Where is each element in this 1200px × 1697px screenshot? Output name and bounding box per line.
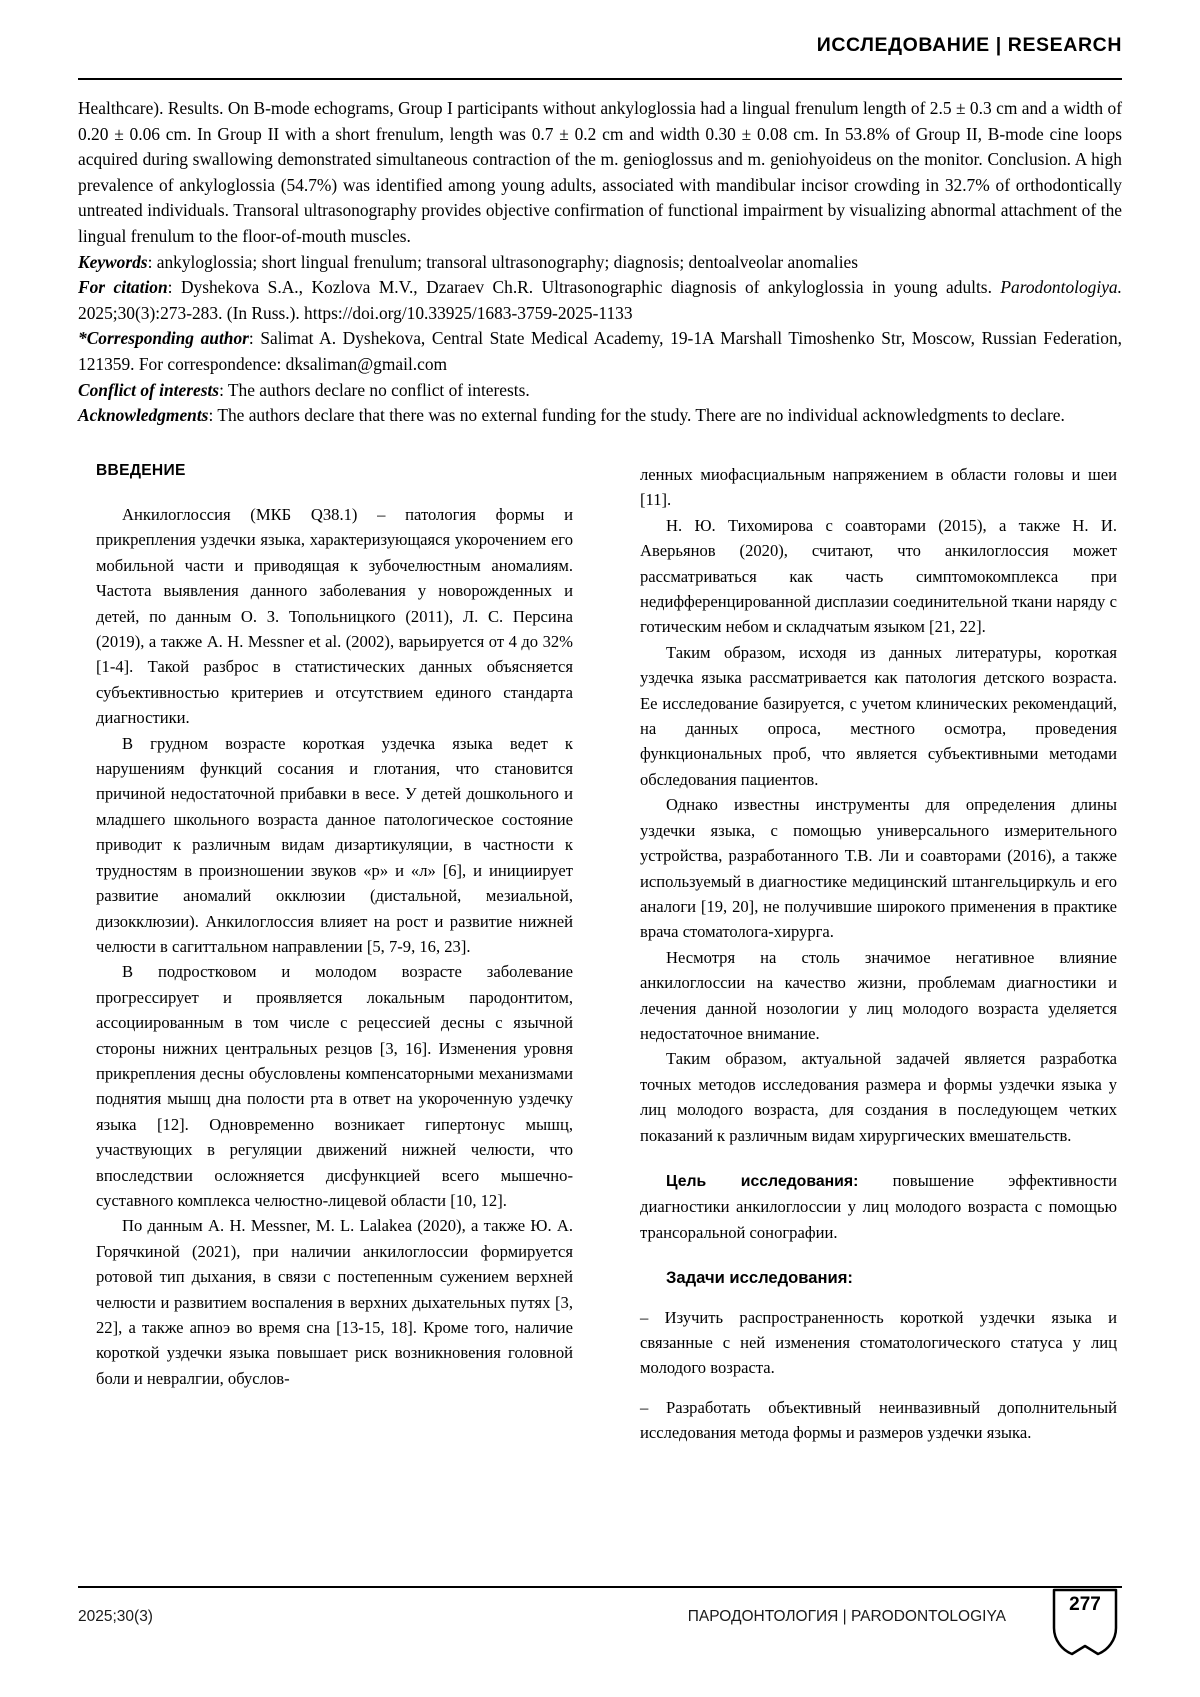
left-column [96,462,573,1391]
abstract-body: Healthcare). Results. On B-mode echograms, Group I participants without ankyloglossia had a lingual frenulum length of 2.5 ± 0.3 cm and a width of 0.20 ± 0.06 cm. In Group II with a short frenulum, length was 0.7 ± 0.2 cm and width 0.30 ± 0.08 cm. In 53.8% of Group II, B-mode cine loops acquired during swallowing demonstrated simultaneous contraction of the m. genioglossus and m. geniohyoideus on the monitor. Conclusion. A high prevalence of ankyloglossia (54.7%) was identified among young adults, associated with mandibular incisor crowding in 32.7% of orthodontically untreated individuals. Transoral ultrasonography provides objective confirmation of functional impairment by visualizing abnormal attachment of the lingual frenulum to the floor-of-mouth muscles. [78,98,1122,246]
paragraph: Однако известны инструменты для определения длины уздечки языка, с помощью универсального измерительного устройства, разработанного Т.В. Ли и соавторами (2016), а также используемый в диагностике медицинский штангельциркуль и его аналоги [19, 20], не получившие широкого применения в практике врача стоматолога-хирурга. [640,795,1117,942]
corresponding-author-text: : Salimat A. Dyshekova, Central State Medical Academy, 19-1A Marshall Timoshenko Str, Moscow, Russian Federation, 121359. For correspondence: dksaliman@gmail.com [78,328,1122,374]
page-number-badge [1048,1584,1122,1658]
footer-issue: 2025;30(3) [78,1608,153,1625]
conflict-of-interests-line [78,378,1122,404]
corresponding-author-label: *Corresponding author [78,328,249,349]
footer-journal-name: ПАРОДОНТОЛОГИЯ | PARODONTOLOGIYA [687,1608,1006,1625]
section-heading-introduction: ВВЕДЕНИЕ [96,462,186,479]
page-footer [78,1594,1122,1660]
paragraph: В подростковом и молодом возрасте заболевание прогрессирует и проявляется локальным пародонтитом, ассоциированным в том числе с рецессией десны с язычной стороны нижних центральных резцов [3, 16]. Изменения уровня прикрепления десны обусловлены компенсаторными механизмами поднятия мышц дна полости рта в ответ на укороченную уздечку языка [12]. Одновременно возникает гипертонус мышц, участвующих в регуляции движений нижней челюсти, что впоследствии осложняется дисфункцией всего мышечно-суставного комплекса челюстно-лицевой области [10, 12]. [96,962,573,1210]
paragraph: Н. Ю. Тихомирова с соавторами (2015), а также Н. И. Аверьянов (2020), считают, что анкилоглоссия может рассматриваться как часть симптомокомплекса при недифференцированной дисплазии соединительной ткани наряду с готическим небом и складчатым языком [21, 22]. [640,515,1117,637]
aim-paragraph [640,1168,1117,1245]
right-column [640,462,1117,1446]
abstract-block [78,96,1122,429]
citation-label: For citation [78,277,168,298]
citation-journal: Parodontologiya. [1000,277,1122,298]
paragraph: Таким образом, исходя из данных литературы, короткая уздечка языка рассматривается как патология детского возраста. Ее исследование базируется, с учетом клинических рекомендаций, на данных опроса, местного осмотра, проведения функциональных проб, что является субъективными методами обследования пациентов. [640,642,1117,789]
conflict-of-interests-text: : The authors declare no conflict of interests. [219,379,530,400]
paragraph: ленных миофасциальным напряжением в области головы и шеи [11]. [640,465,1117,510]
acknowledgments-text: : The authors declare that there was no external funding for the study. There are no individual acknowledgments to declare. [208,405,1065,426]
paragraph: По данным A. H. Messner, M. L. Lalakea (2020), а также Ю. А. Горячкиной (2021), при наличии анкилоглоссии формируется ротовой тип дыхания, в связи с постепенным сужением верхней челюсти и развитием воспаления в верхних дыхательных путях [3, 22], а также апноэ во время сна [13-15, 18]. Кроме того, наличие короткой уздечки языка повышает риск возникновения головной боли и невралгии, обуслов- [96,1216,573,1388]
paragraph: В грудном возрасте короткая уздечка языка ведет к нарушениям функций сосания и глотания, что становится причиной недостаточной прибавки в весе. У детей дошкольного и младшего школьного возраста данное патологическое состояние приводит к различным видам дизартикуляции, в частности к трудностям в произношении звуков «р» и «л» [6], и инициирует развитие аномалий окклюзии (дистальной, мезиальной, дизокклюзии). Анкилоглоссия влияет на рост и развитие нижней челюсти в сагиттальном направлении [5, 7-9, 16, 23]. [96,733,573,956]
citation-text-2: 2025;30(3):273-283. (In Russ.). https://doi.org/10.33925/1683-3759-2025-1133 [78,302,633,323]
keywords-text: : ankyloglossia; short lingual frenulum; transoral ultrasonography; diagnosis; dentoalveolar anomalies [147,251,859,272]
paragraph: Таким образом, актуальной задачей является разработка точных методов исследования размера и формы уздечки языка у лиц молодого возраста, для создания в последующем четких показаний к различным видам хирургических вмешательств. [640,1049,1117,1145]
keywords-line [78,250,1122,276]
acknowledgments-label: Acknowledgments [78,405,209,426]
conflict-of-interests-label: Conflict of interests [78,379,220,400]
aim-label: Цель исследования: [666,1172,859,1190]
paragraph: Несмотря на столь значимое негативное влияние анкилоглоссии на качество жизни, проблемам диагностики и лечения данной нозологии у лиц молодого возраста уделяется недостаточное внимание. [640,947,1117,1043]
footer-divider [78,1586,1122,1588]
page-header [78,34,1122,57]
header-title: ИССЛЕДОВАНИЕ | RESEARCH [816,34,1122,56]
aim-text: повышение эффективности диагностики анкилоглоссии у лиц молодого возраста с помощью трансоральной сонографии. [640,1170,1117,1242]
keywords-label: Keywords [78,251,148,272]
tasks-heading: Задачи исследования: [666,1268,853,1288]
citation-line [78,275,1122,326]
header-divider [78,78,1122,80]
task-item: – Изучить распространенность короткой уздечки языка и связанные с ней изменения стоматологического статуса у лиц молодого возраста. [640,1307,1117,1378]
page-number: 277 [1069,1594,1101,1615]
acknowledgments-line [78,403,1122,429]
task-item: – Разработать объективный неинвазивный дополнительный исследования метода формы и размеров уздечки языка. [640,1397,1117,1443]
corresponding-author-line [78,326,1122,377]
citation-text-1: : Dyshekova S.A., Kozlova M.V., Dzaraev Ch.R. Ultrasonographic diagnosis of ankyloglossia in young adults. [167,277,1001,298]
paragraph: Анкилоглоссия (МКБ Q38.1) – патология формы и прикрепления уздечки языка, характеризующаяся укорочением его мобильной части и приводящая к зубочелюстным аномалиям. Частота выявления данного заболевания у новорожденных и детей, по данным О. З. Топольницкого (2011), Л. С. Персина (2019), а также A. H. Messner et al. (2002), варьируется от 4 до 32% [1-4]. Такой разброс в статистических данных объясняется субъективностью критериев и отсутствием единого стандарта диагностики. [96,505,573,728]
body-columns [78,462,1122,1492]
